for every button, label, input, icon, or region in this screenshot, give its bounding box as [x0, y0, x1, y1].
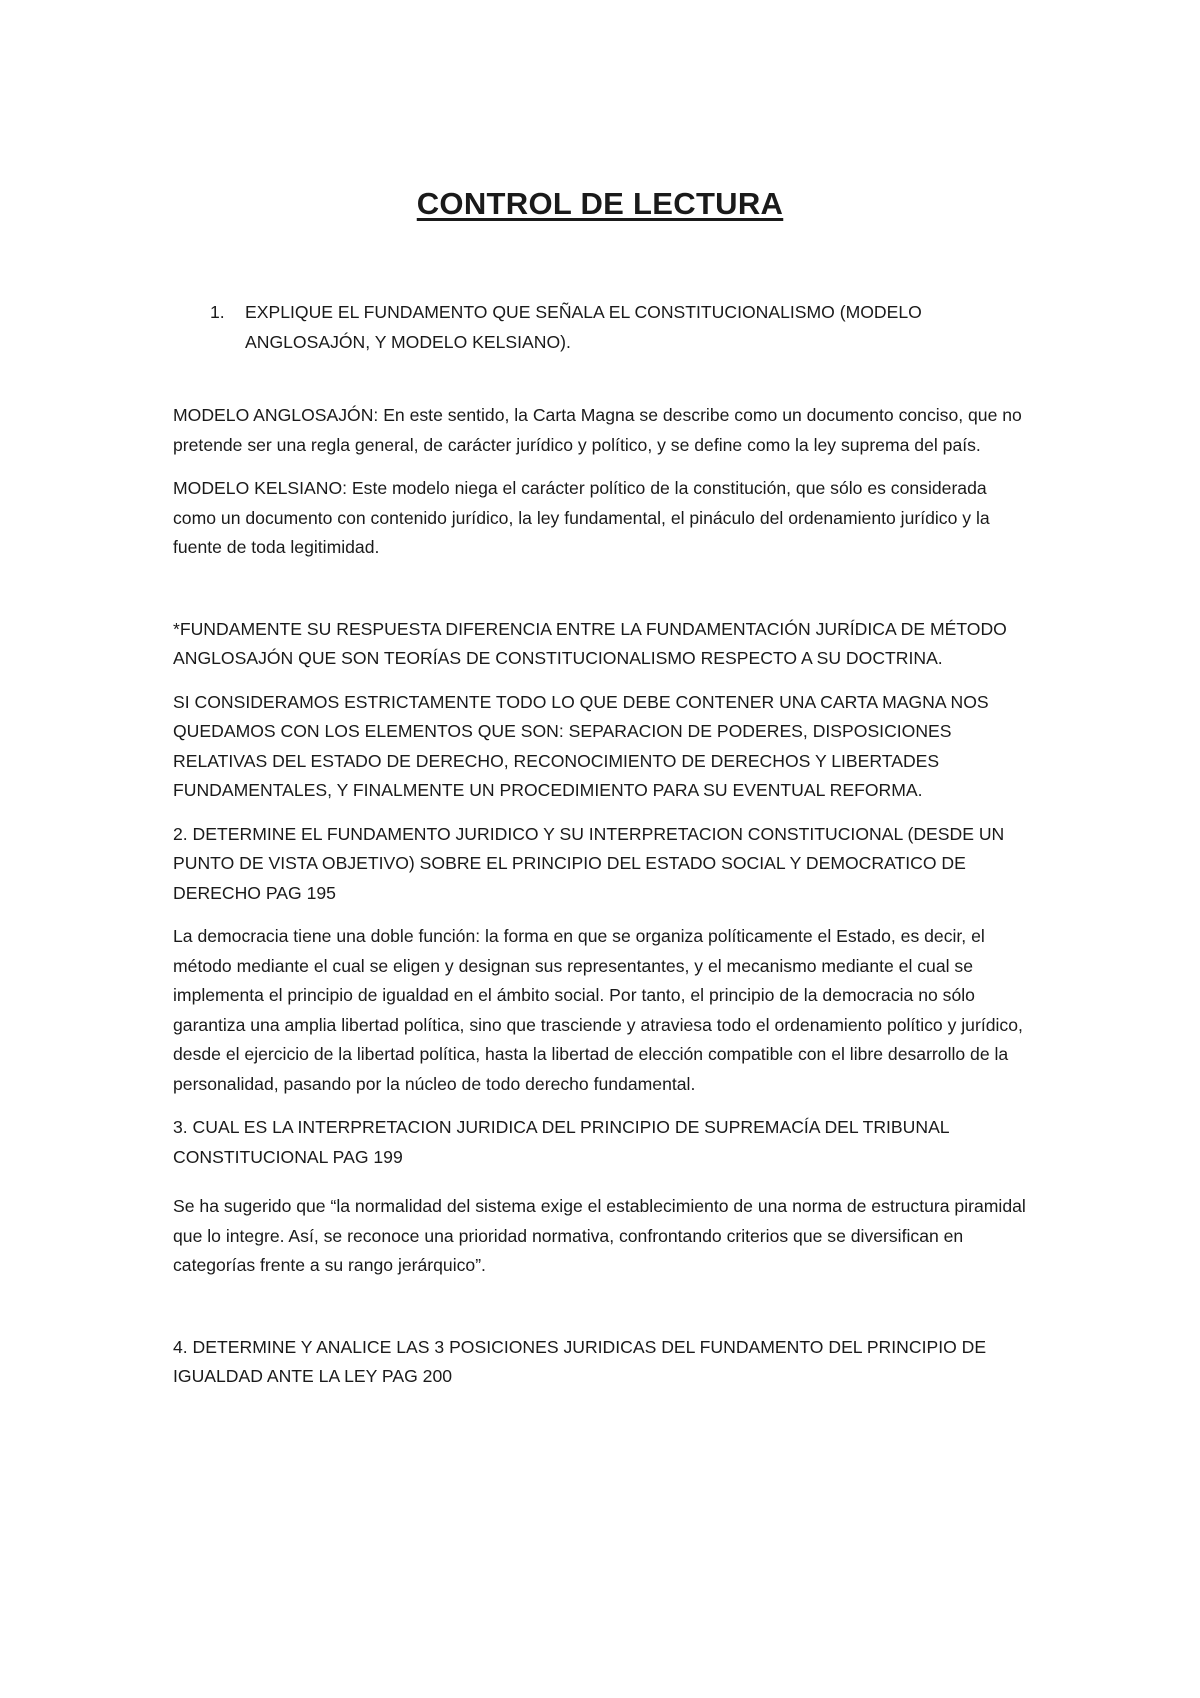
question-1 — [173, 298, 1033, 357]
document-body — [173, 298, 1033, 1406]
question-3: 3. CUAL ES LA INTERPRETACION JURIDICA DEL PRINCIPIO DE SUPREMACÍA DEL TRIBUNAL CONSTITUCIONAL PAG 199 — [173, 1117, 949, 1167]
question-4: 4. DETERMINE Y ANALICE LAS 3 POSICIONES JURIDICAS DEL FUNDAMENTO DEL PRINCIPIO DE IGUALDAD ANTE LA LEY PAG 200 — [173, 1336, 987, 1386]
answer-3: Se ha sugerido que “la normalidad del sistema exige el establecimiento de una norma de estructura piramidal que lo integre. Así, se reconoce una prioridad normativa, confrontando criterios que se diversifican en categorías frente a su rango jerárquico”. — [173, 1196, 1026, 1275]
question-2: 2. DETERMINE EL FUNDAMENTO JURIDICO Y SU INTERPRETACION CONSTITUCIONAL (DESDE UN PUNTO DE VISTA OBJETIVO) SOBRE EL PRINCIPIO DEL ESTADO SOCIAL Y DEMOCRATICO DE DERECHO PAG 195 — [173, 823, 1005, 903]
answer-1-followup: SI CONSIDERAMOS ESTRICTAMENTE TODO LO QUE DEBE CONTENER UNA CARTA MAGNA NOS QUEDAMOS CON LOS ELEMENTOS QUE SON: SEPARACION DE PODERES, DISPOSICIONES RELATIVAS DEL ESTADO DE DERECHO, RECONOCIMIENTO DE DERECHOS Y LIBERTADES FUNDAMENTALES, Y FINALMENTE UN PROCEDIMIENTO PARA SU EVENTUAL REFORMA. — [173, 691, 989, 800]
answer-1-kelsiano: MODELO KELSIANO: Este modelo niega el carácter político de la constitución, que sólo es considerada como un documento con contenido jurídico, la ley fundamental, el pináculo del ordenamiento jurídico y la fuente de toda legitimidad. — [173, 478, 990, 557]
question-1-followup: *FUNDAMENTE SU RESPUESTA DIFERENCIA ENTRE LA FUNDAMENTACIÓN JURÍDICA DE MÉTODO ANGLOSAJÓN QUE SON TEORÍAS DE CONSTITUCIONALISMO RESPECTO A SU DOCTRINA. — [173, 618, 1007, 668]
document-title: CONTROL DE LECTURA — [416, 186, 784, 221]
question-1-number: 1. — [210, 302, 225, 322]
answer-1-anglosajon: MODELO ANGLOSAJÓN: En este sentido, la Carta Magna se describe como un documento conciso, que no pretende ser una regla general, de carácter jurídico y político, y se define como la ley suprema del país. — [173, 405, 1022, 455]
answer-2: La democracia tiene una doble función: la forma en que se organiza políticamente el Estado, es decir, el método mediante el cual se eligen y designan sus representantes, y el mecanismo mediante el cual se implementa el principio de igualdad en el ámbito social. Por tanto, el principio de la democracia no sólo garantiza una amplia libertad política, sino que trasciende y atraviesa todo el ordenamiento político y jurídico, desde el ejercicio de la libertad política, hasta la libertad de elección compatible con el libre desarrollo de la personalidad, pasando por la núcleo de todo derecho fundamental. — [173, 926, 1023, 1094]
question-1-text: EXPLIQUE EL FUNDAMENTO QUE SEÑALA EL CONSTITUCIONALISMO (MODELO ANGLOSAJÓN, Y MODELO KELSIANO). — [245, 302, 922, 352]
